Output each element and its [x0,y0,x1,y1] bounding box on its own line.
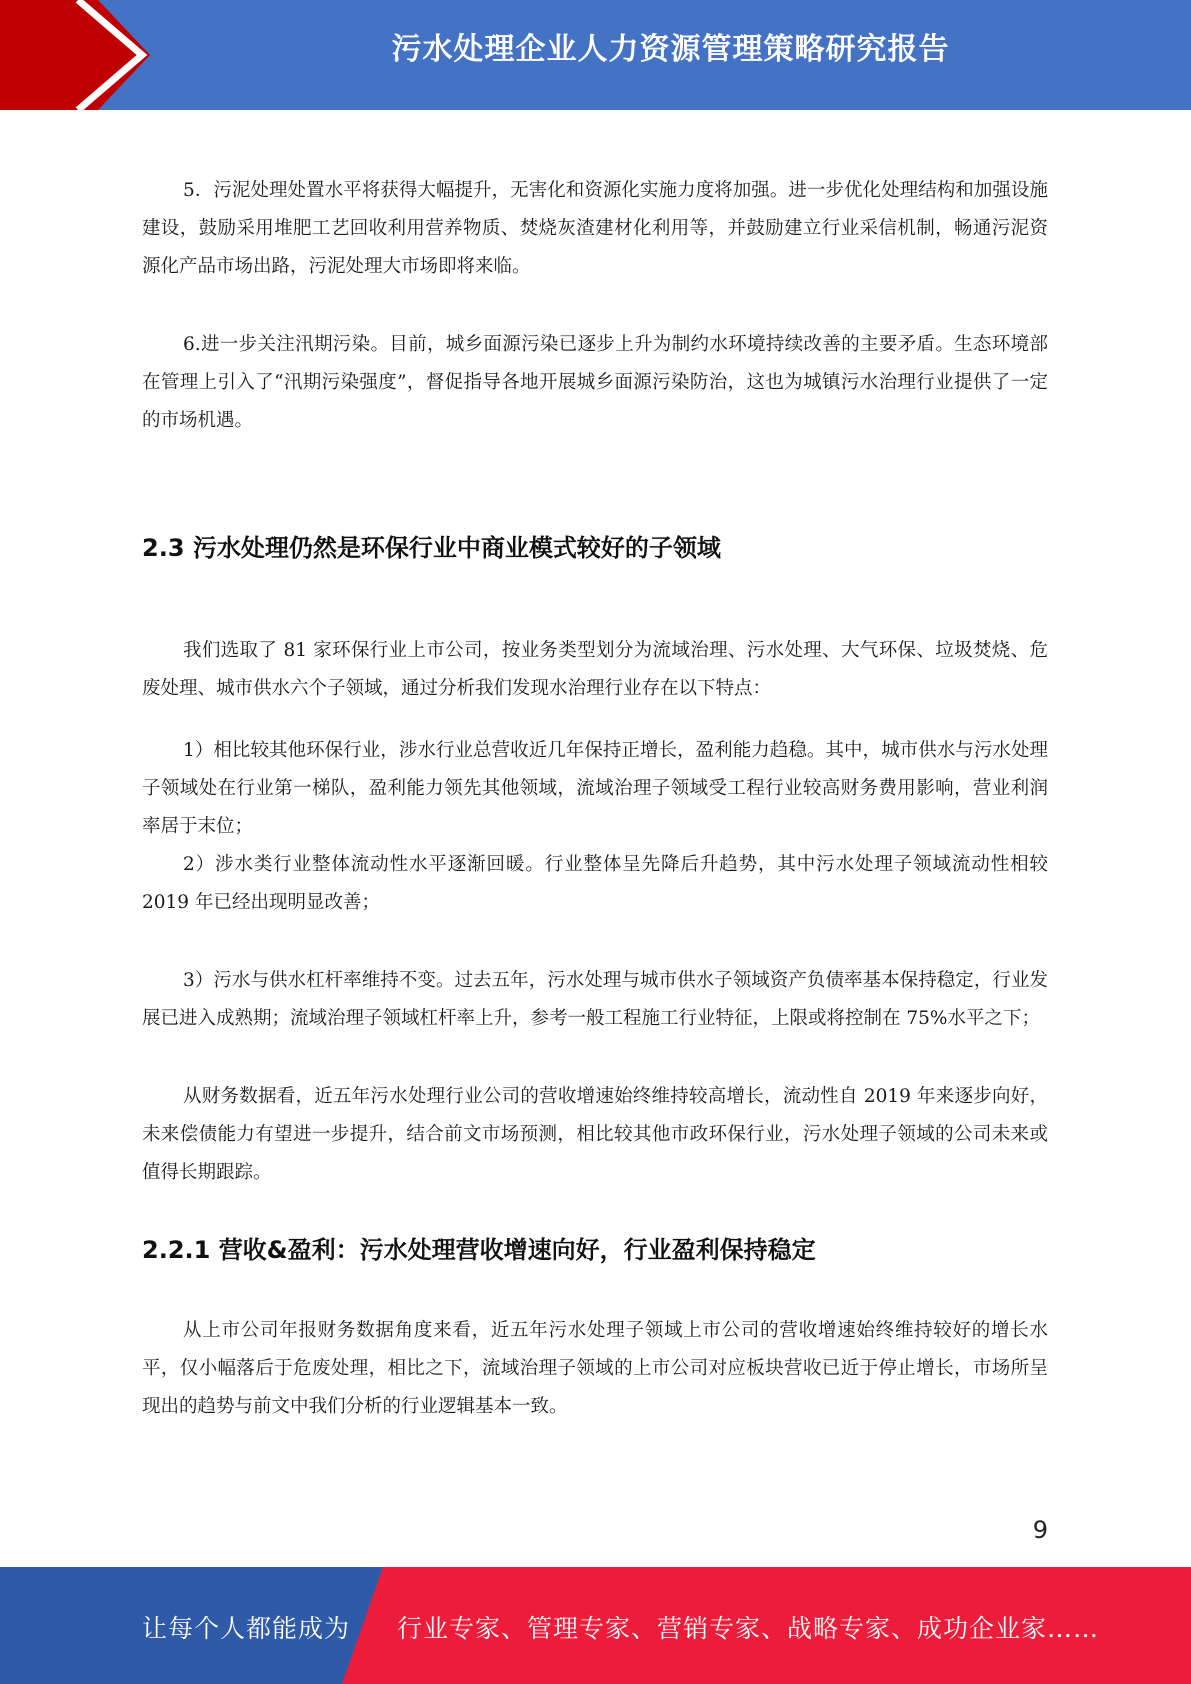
page-number: 9 [1032,1516,1048,1544]
paragraph-flood-pollution: 6.进一步关注汛期污染。目前，城乡面源污染已逐步上升为制约水环境持续改善的主要矛盾。生态环境部在管理上引入了“汛期污染强度”，督促指导各地开展城乡面源污染防治，这也为城镇污水治理行业提供了一定的市场机遇。 [142,334,1048,431]
page-header [0,0,1191,110]
page-footer [0,1567,1191,1684]
document-body [142,172,1048,1426]
footer-slogan-right: 行业专家、管理专家、营销专家、战略专家、成功企业家…… [397,1614,1100,1643]
list-item-point-1: 1）相比较其他环保行业，涉水行业总营收近几年保持正增长，盈利能力趋稳。其中，城市供水与污水处理子领域处在行业第一梯队，盈利能力领先其他领域，流域治理子领域受工程行业较高财务费用影响，营业利润率居于末位； [142,740,1048,837]
red-chevron-icon [0,0,150,110]
list-item-point-2: 2）涉水类行业整体流动性水平逐渐回暖。行业整体呈先降后升趋势，其中污水处理子领域流动性相较 2019 年已经出现明显改善； [142,854,1048,913]
list-item-point-3: 3）污水与供水杠杆率维持不变。过去五年，污水处理与城市供水子领域资产负债率基本保持稳定，行业发展已进入成熟期；流域治理子领域杠杆率上升，参考一般工程施工行业特征，上限或将控制在 75%水平之下； [142,970,1048,1029]
paragraph-section-intro: 我们选取了 81 家环保行业上市公司，按业务类型划分为流域治理、污水处理、大气环保、垃圾焚烧、危废处理、城市供水六个子领域，通过分析我们发现水治理行业存在以下特点： [142,640,1048,699]
report-title: 污水处理企业人力资源管理策略研究报告 [391,32,950,67]
paragraph-summary: 从财务数据看，近五年污水处理行业公司的营收增速始终维持较高增长，流动性自 2019 年来逐步向好，未来偿债能力有望进一步提升，结合前文市场预测，相比较其他市政环保行业，污水处理子领域的公司未来或值得长期跟踪。 [142,1086,1048,1183]
section-heading-2-3: 2.3 污水处理仍然是环保行业中商业模式较好的子领域 [142,534,721,562]
paragraph-sludge-treatment: 5．污泥处理处置水平将获得大幅提升，无害化和资源化实施力度将加强。进一步优化处理结构和加强设施建设，鼓励采用堆肥工艺回收利用营养物质、焚烧灰渣建材化利用等，并鼓励建立行业采信机制，畅通污泥资源化产品市场出路，污泥处理大市场即将来临。 [142,180,1048,277]
section-heading-2-2-1: 2.2.1 营收&盈利：污水处理营收增速向好，行业盈利保持稳定 [142,1236,816,1264]
paragraph-revenue-analysis: 从上市公司年报财务数据角度来看，近五年污水处理子领域上市公司的营收增速始终维持较好的增长水平，仅小幅落后于危废处理，相比之下，流域治理子领域的上市公司对应板块营收已近于停止增长，市场所呈现出的趋势与前文中我们分析的行业逻辑基本一致。 [142,1320,1048,1417]
footer-slogan-left: 让每个人都能成为 [142,1614,351,1643]
